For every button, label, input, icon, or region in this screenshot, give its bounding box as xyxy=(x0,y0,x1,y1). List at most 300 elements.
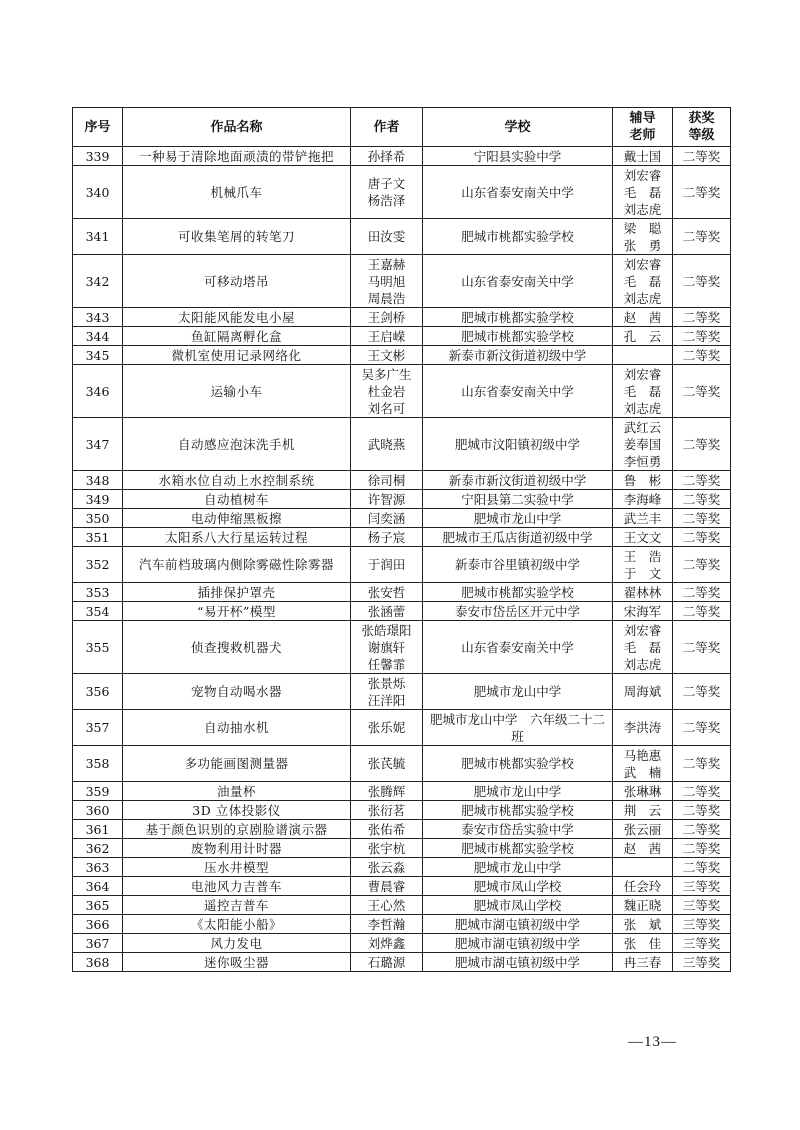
cell-authors xyxy=(351,621,423,674)
cell-award: 二等奖 xyxy=(673,839,731,858)
cell-authors xyxy=(351,471,423,490)
cell-work-name: 水箱水位自动上水控制系统 xyxy=(123,471,351,490)
instructor-name: 周海斌 xyxy=(623,684,662,699)
cell-authors xyxy=(351,509,423,528)
cell-serial: 365 xyxy=(73,896,123,915)
cell-instructors xyxy=(613,782,673,801)
page-number: —13— xyxy=(628,1034,677,1050)
author-name: 刘名可 xyxy=(367,400,406,416)
cell-authors xyxy=(351,528,423,547)
cell-work-name: 鱼缸隔离孵化盒 xyxy=(123,327,351,346)
cell-instructors xyxy=(613,509,673,528)
cell-school: 肥城市桃都实验学校 xyxy=(423,308,613,327)
cell-serial: 344 xyxy=(73,327,123,346)
cell-authors xyxy=(351,953,423,972)
table-row xyxy=(73,877,731,896)
cell-instructors xyxy=(613,346,673,365)
cell-school: 肥城市桃都实验学校 xyxy=(423,219,613,255)
table-row xyxy=(73,602,731,621)
cell-instructors xyxy=(613,896,673,915)
cell-instructors xyxy=(613,147,673,166)
cell-authors xyxy=(351,710,423,746)
instructor-name: 赵 茜 xyxy=(623,840,662,856)
cell-authors xyxy=(351,602,423,621)
cell-work-name: 汽车前档玻璃内侧除雾磁性除雾器 xyxy=(123,547,351,583)
cell-work-name: 《太阳能小船》 xyxy=(123,915,351,934)
cell-school: 宁阳县第二实验中学 xyxy=(423,490,613,509)
cell-school: 肥城市湖屯镇初级中学 xyxy=(423,953,613,972)
cell-award: 二等奖 xyxy=(673,674,731,710)
cell-instructors xyxy=(613,858,673,877)
cell-school: 新泰市谷里镇初级中学 xyxy=(423,547,613,583)
cell-serial: 368 xyxy=(73,953,123,972)
cell-serial: 355 xyxy=(73,621,123,674)
instructor-name: 毛 磊 xyxy=(623,184,662,200)
table-row xyxy=(73,896,731,915)
table-row xyxy=(73,365,731,418)
cell-instructors xyxy=(613,915,673,934)
cell-serial: 353 xyxy=(73,583,123,602)
author-name: 许智源 xyxy=(367,491,406,507)
instructor-name: 毛 磊 xyxy=(623,383,662,399)
cell-school: 肥城市龙山中学 xyxy=(423,674,613,710)
author-name: 张腾辉 xyxy=(367,783,406,799)
cell-instructors xyxy=(613,166,673,219)
cell-instructors xyxy=(613,255,673,308)
instructor-name: 毛 磊 xyxy=(623,273,662,289)
cell-school: 肥城市汶阳镇初级中学 xyxy=(423,418,613,471)
cell-instructors xyxy=(613,602,673,621)
cell-work-name: 迷你吸尘器 xyxy=(123,953,351,972)
cell-serial: 362 xyxy=(73,839,123,858)
cell-award: 二等奖 xyxy=(673,418,731,471)
instructor-name: 刘宏睿 xyxy=(623,167,662,183)
instructor-name: 张 勇 xyxy=(623,237,662,253)
cell-work-name: 宠物自动喝水器 xyxy=(123,674,351,710)
instructor-name: 刘志虎 xyxy=(623,656,662,672)
table-row xyxy=(73,583,731,602)
table-row xyxy=(73,858,731,877)
cell-award: 二等奖 xyxy=(673,801,731,820)
header-work-name: 作品名称 xyxy=(123,108,351,147)
cell-serial: 350 xyxy=(73,509,123,528)
cell-work-name: 多功能画图测量器 xyxy=(123,746,351,782)
cell-authors xyxy=(351,583,423,602)
cell-authors xyxy=(351,327,423,346)
table-row xyxy=(73,166,731,219)
cell-school: 肥城市凤山学校 xyxy=(423,896,613,915)
author-name: 曹晨睿 xyxy=(367,878,406,894)
cell-award: 二等奖 xyxy=(673,602,731,621)
cell-award: 二等奖 xyxy=(673,471,731,490)
author-name: 徐司桐 xyxy=(367,472,406,488)
cell-school: 山东省泰安南关中学 xyxy=(423,255,613,308)
cell-instructors xyxy=(613,801,673,820)
cell-award: 二等奖 xyxy=(673,365,731,418)
cell-instructors xyxy=(613,621,673,674)
cell-authors xyxy=(351,308,423,327)
cell-school: 肥城市湖屯镇初级中学 xyxy=(423,934,613,953)
cell-award: 三等奖 xyxy=(673,953,731,972)
cell-work-name: 太阳能风能发电小屋 xyxy=(123,308,351,327)
cell-serial: 348 xyxy=(73,471,123,490)
table-row xyxy=(73,710,731,746)
instructor-name: 宋海军 xyxy=(623,603,662,619)
instructor-name: 张琳琳 xyxy=(623,783,662,799)
table-row xyxy=(73,308,731,327)
cell-award: 二等奖 xyxy=(673,547,731,583)
cell-award: 二等奖 xyxy=(673,820,731,839)
instructor-name: 刘志虎 xyxy=(623,201,662,217)
instructor-name: 姜奉国 xyxy=(623,436,662,452)
author-name: 张安哲 xyxy=(367,584,406,600)
author-name: 张佑希 xyxy=(367,821,406,837)
table-row xyxy=(73,346,731,365)
table-row xyxy=(73,621,731,674)
cell-authors xyxy=(351,915,423,934)
cell-serial: 345 xyxy=(73,346,123,365)
table-header-row xyxy=(73,108,731,147)
instructor-name: 刘宏睿 xyxy=(623,366,662,382)
cell-work-name: 压水井模型 xyxy=(123,858,351,877)
cell-school: 肥城市凤山学校 xyxy=(423,877,613,896)
instructor-name: 武兰丰 xyxy=(623,510,662,526)
cell-serial: 339 xyxy=(73,147,123,166)
table-row xyxy=(73,915,731,934)
header-school: 学校 xyxy=(423,108,613,147)
cell-serial: 349 xyxy=(73,490,123,509)
cell-award: 二等奖 xyxy=(673,346,731,365)
author-name: 王心然 xyxy=(367,897,406,913)
table-row xyxy=(73,820,731,839)
awards-table-container xyxy=(72,107,730,972)
cell-award: 二等奖 xyxy=(673,621,731,674)
table-body xyxy=(73,147,731,972)
cell-work-name: 运输小车 xyxy=(123,365,351,418)
cell-work-name: 废物利用计时器 xyxy=(123,839,351,858)
cell-authors xyxy=(351,490,423,509)
table-row xyxy=(73,219,731,255)
cell-work-name: 太阳系八大行星运转过程 xyxy=(123,528,351,547)
cell-authors xyxy=(351,547,423,583)
author-name: 唐子文 xyxy=(367,176,406,191)
cell-instructors xyxy=(613,471,673,490)
cell-school: 泰安市岱岳实验中学 xyxy=(423,820,613,839)
cell-school: 肥城市桃都实验学校 xyxy=(423,801,613,820)
author-name: 张皓璟阳 xyxy=(361,622,412,638)
cell-authors xyxy=(351,877,423,896)
author-name: 李哲瀚 xyxy=(367,916,406,932)
table-row xyxy=(73,746,731,782)
author-name: 孙择希 xyxy=(367,148,406,164)
table-row xyxy=(73,255,731,308)
cell-instructors xyxy=(613,934,673,953)
instructor-name: 鲁 彬 xyxy=(623,472,662,488)
table-row xyxy=(73,674,731,710)
author-name: 王嘉赫 xyxy=(367,256,406,272)
cell-work-name: 自动抽水机 xyxy=(123,710,351,746)
instructor-name: 李恒勇 xyxy=(623,453,662,469)
cell-instructors xyxy=(613,839,673,858)
cell-award: 二等奖 xyxy=(673,308,731,327)
instructor-name: 马艳惠 xyxy=(623,747,662,763)
cell-award: 二等奖 xyxy=(673,858,731,877)
cell-instructors xyxy=(613,746,673,782)
instructor-name: 李海峰 xyxy=(623,491,662,507)
cell-instructors xyxy=(613,490,673,509)
cell-work-name: 电动伸缩黑板擦 xyxy=(123,509,351,528)
instructor-name: 孔 云 xyxy=(623,328,662,344)
table-row xyxy=(73,509,731,528)
cell-serial: 361 xyxy=(73,820,123,839)
cell-award: 二等奖 xyxy=(673,746,731,782)
cell-award: 二等奖 xyxy=(673,147,731,166)
cell-serial: 342 xyxy=(73,255,123,308)
author-name: 王文彬 xyxy=(367,347,406,363)
cell-authors xyxy=(351,896,423,915)
table-row xyxy=(73,528,731,547)
cell-award: 二等奖 xyxy=(673,327,731,346)
instructor-name: 张 佳 xyxy=(623,935,662,951)
author-name: 于润田 xyxy=(367,557,406,572)
cell-serial: 366 xyxy=(73,915,123,934)
instructor-name: 刘宏睿 xyxy=(623,622,662,638)
cell-serial: 359 xyxy=(73,782,123,801)
table-row xyxy=(73,147,731,166)
cell-work-name: 油量杯 xyxy=(123,782,351,801)
instructor-name: 翟林林 xyxy=(623,584,662,600)
author-name: 闫奕涵 xyxy=(367,510,406,526)
instructor-name: 武红云 xyxy=(623,419,662,435)
cell-work-name: 微机室使用记录网络化 xyxy=(123,346,351,365)
instructor-name: 张 斌 xyxy=(623,916,662,932)
table-row xyxy=(73,839,731,858)
cell-school: 山东省泰安南关中学 xyxy=(423,166,613,219)
cell-serial: 354 xyxy=(73,602,123,621)
cell-authors xyxy=(351,746,423,782)
author-name: 马明旭 xyxy=(367,273,406,289)
cell-school: 宁阳县实验中学 xyxy=(423,147,613,166)
cell-serial: 347 xyxy=(73,418,123,471)
author-name: 杨子宸 xyxy=(367,529,406,545)
cell-instructors xyxy=(613,547,673,583)
cell-school: 肥城市王瓜店街道初级中学 xyxy=(423,528,613,547)
cell-award: 二等奖 xyxy=(673,583,731,602)
cell-work-name: 遥控吉普车 xyxy=(123,896,351,915)
cell-work-name: 可移动塔吊 xyxy=(123,255,351,308)
cell-instructors xyxy=(613,418,673,471)
header-serial: 序号 xyxy=(73,108,123,147)
cell-school: 肥城市桃都实验学校 xyxy=(423,583,613,602)
cell-authors xyxy=(351,147,423,166)
instructor-name: 赵 茜 xyxy=(623,309,662,325)
cell-authors xyxy=(351,418,423,471)
instructor-name: 李洪涛 xyxy=(623,720,662,735)
cell-school: 肥城市龙山中学 xyxy=(423,509,613,528)
cell-authors xyxy=(351,782,423,801)
table-row xyxy=(73,801,731,820)
author-name: 田汝雯 xyxy=(367,229,406,244)
cell-serial: 363 xyxy=(73,858,123,877)
author-name: 周晨浩 xyxy=(367,290,406,306)
cell-school: 肥城市湖屯镇初级中学 xyxy=(423,915,613,934)
cell-serial: 356 xyxy=(73,674,123,710)
cell-school: 新泰市新汶街道初级中学 xyxy=(423,346,613,365)
cell-serial: 343 xyxy=(73,308,123,327)
table-row xyxy=(73,547,731,583)
cell-serial: 352 xyxy=(73,547,123,583)
cell-award: 二等奖 xyxy=(673,710,731,746)
instructor-name: 于 文 xyxy=(623,565,662,581)
cell-work-name: 侦查搜救机器犬 xyxy=(123,621,351,674)
cell-award: 三等奖 xyxy=(673,896,731,915)
cell-authors xyxy=(351,365,423,418)
instructor-name: 任会玲 xyxy=(623,878,662,894)
awards-table xyxy=(72,107,731,972)
cell-work-name: 可收集笔屑的转笔刀 xyxy=(123,219,351,255)
cell-work-name: 风力发电 xyxy=(123,934,351,953)
cell-instructors xyxy=(613,219,673,255)
instructor-name: 刘宏睿 xyxy=(623,256,662,272)
cell-serial: 346 xyxy=(73,365,123,418)
header-author: 作者 xyxy=(351,108,423,147)
cell-work-name: 一种易于清除地面顽渍的带铲拖把 xyxy=(123,147,351,166)
cell-school: 泰安市岱岳区开元中学 xyxy=(423,602,613,621)
cell-serial: 357 xyxy=(73,710,123,746)
cell-school: 肥城市桃都实验学校 xyxy=(423,839,613,858)
cell-serial: 367 xyxy=(73,934,123,953)
author-name: 杜金岩 xyxy=(367,383,406,399)
instructor-name: 刘志虎 xyxy=(623,290,662,306)
header-instructor: 辅导 老师 xyxy=(613,108,673,147)
cell-school: 肥城市龙山中学 xyxy=(423,782,613,801)
cell-work-name: 插排保护罩壳 xyxy=(123,583,351,602)
cell-work-name: 3D 立体投影仪 xyxy=(123,801,351,820)
cell-authors xyxy=(351,674,423,710)
cell-authors xyxy=(351,801,423,820)
author-name: 张宇杭 xyxy=(367,840,406,856)
author-name: 张乐妮 xyxy=(367,720,406,735)
instructor-name: 武 楠 xyxy=(623,764,662,780)
cell-authors xyxy=(351,934,423,953)
cell-award: 三等奖 xyxy=(673,934,731,953)
cell-instructors xyxy=(613,710,673,746)
table-row xyxy=(73,782,731,801)
cell-instructors xyxy=(613,674,673,710)
cell-authors xyxy=(351,219,423,255)
author-name: 谢旗轩 xyxy=(367,639,406,655)
cell-instructors xyxy=(613,365,673,418)
cell-authors xyxy=(351,839,423,858)
cell-award: 三等奖 xyxy=(673,877,731,896)
cell-serial: 360 xyxy=(73,801,123,820)
instructor-name: 冉三春 xyxy=(623,954,662,970)
author-name: 石璐源 xyxy=(367,954,406,970)
header-award-level: 获奖 等级 xyxy=(673,108,731,147)
cell-instructors xyxy=(613,528,673,547)
cell-work-name: 自动植树车 xyxy=(123,490,351,509)
table-row xyxy=(73,327,731,346)
cell-instructors xyxy=(613,877,673,896)
cell-award: 二等奖 xyxy=(673,782,731,801)
cell-work-name: “易开杯”模型 xyxy=(123,602,351,621)
cell-instructors xyxy=(613,308,673,327)
instructor-name: 毛 磊 xyxy=(623,639,662,655)
author-name: 武晓燕 xyxy=(367,436,406,452)
cell-authors xyxy=(351,346,423,365)
author-name: 汪洋阳 xyxy=(367,692,406,708)
cell-award: 二等奖 xyxy=(673,255,731,308)
cell-authors xyxy=(351,820,423,839)
cell-award: 二等奖 xyxy=(673,528,731,547)
cell-award: 三等奖 xyxy=(673,915,731,934)
cell-school: 肥城市桃都实验学校 xyxy=(423,746,613,782)
instructor-name: 王 浩 xyxy=(623,548,662,564)
cell-serial: 341 xyxy=(73,219,123,255)
cell-instructors xyxy=(613,583,673,602)
instructor-name: 梁 聪 xyxy=(623,220,662,236)
cell-school: 山东省泰安南关中学 xyxy=(423,621,613,674)
cell-school: 肥城市龙山中学 六年级二十二班 xyxy=(423,710,613,746)
author-name: 张芪毓 xyxy=(367,756,406,771)
author-name: 王剑桥 xyxy=(367,309,406,325)
cell-serial: 351 xyxy=(73,528,123,547)
cell-authors xyxy=(351,858,423,877)
author-name: 张景烁 xyxy=(367,675,406,691)
author-name: 吴多广生 xyxy=(361,366,412,382)
instructor-name: 戴士国 xyxy=(623,148,662,164)
cell-school: 肥城市龙山中学 xyxy=(423,858,613,877)
cell-school: 肥城市桃都实验学校 xyxy=(423,327,613,346)
cell-work-name: 电池风力吉普车 xyxy=(123,877,351,896)
cell-instructors xyxy=(613,327,673,346)
author-name: 任馨霏 xyxy=(367,656,406,672)
author-name: 刘烨鑫 xyxy=(367,935,406,951)
cell-award: 二等奖 xyxy=(673,166,731,219)
table-row xyxy=(73,490,731,509)
instructor-name: 张云丽 xyxy=(623,821,662,837)
table-row xyxy=(73,953,731,972)
instructor-name: 荆 云 xyxy=(623,802,662,818)
author-name: 张衍茗 xyxy=(367,802,406,818)
cell-serial: 364 xyxy=(73,877,123,896)
cell-work-name: 机械爪车 xyxy=(123,166,351,219)
author-name: 张云淼 xyxy=(367,859,406,875)
cell-school: 新泰市新汶街道初级中学 xyxy=(423,471,613,490)
cell-instructors xyxy=(613,820,673,839)
instructor-name: 王文文 xyxy=(623,529,662,545)
cell-serial: 340 xyxy=(73,166,123,219)
cell-work-name: 基于颜色识别的京剧脸谱演示器 xyxy=(123,820,351,839)
table-row xyxy=(73,934,731,953)
cell-school: 山东省泰安南关中学 xyxy=(423,365,613,418)
cell-award: 二等奖 xyxy=(673,509,731,528)
cell-authors xyxy=(351,255,423,308)
cell-work-name: 自动感应泡沫洗手机 xyxy=(123,418,351,471)
author-name: 杨浩泽 xyxy=(367,193,406,208)
cell-award: 二等奖 xyxy=(673,219,731,255)
cell-instructors xyxy=(613,953,673,972)
table-row xyxy=(73,418,731,471)
cell-serial: 358 xyxy=(73,746,123,782)
author-name: 张涵蕾 xyxy=(367,603,406,619)
cell-authors xyxy=(351,166,423,219)
author-name: 王启嵘 xyxy=(367,328,406,344)
instructor-name: 魏正晓 xyxy=(623,897,662,913)
instructor-name: 刘志虎 xyxy=(623,400,662,416)
cell-award: 二等奖 xyxy=(673,490,731,509)
table-row xyxy=(73,471,731,490)
